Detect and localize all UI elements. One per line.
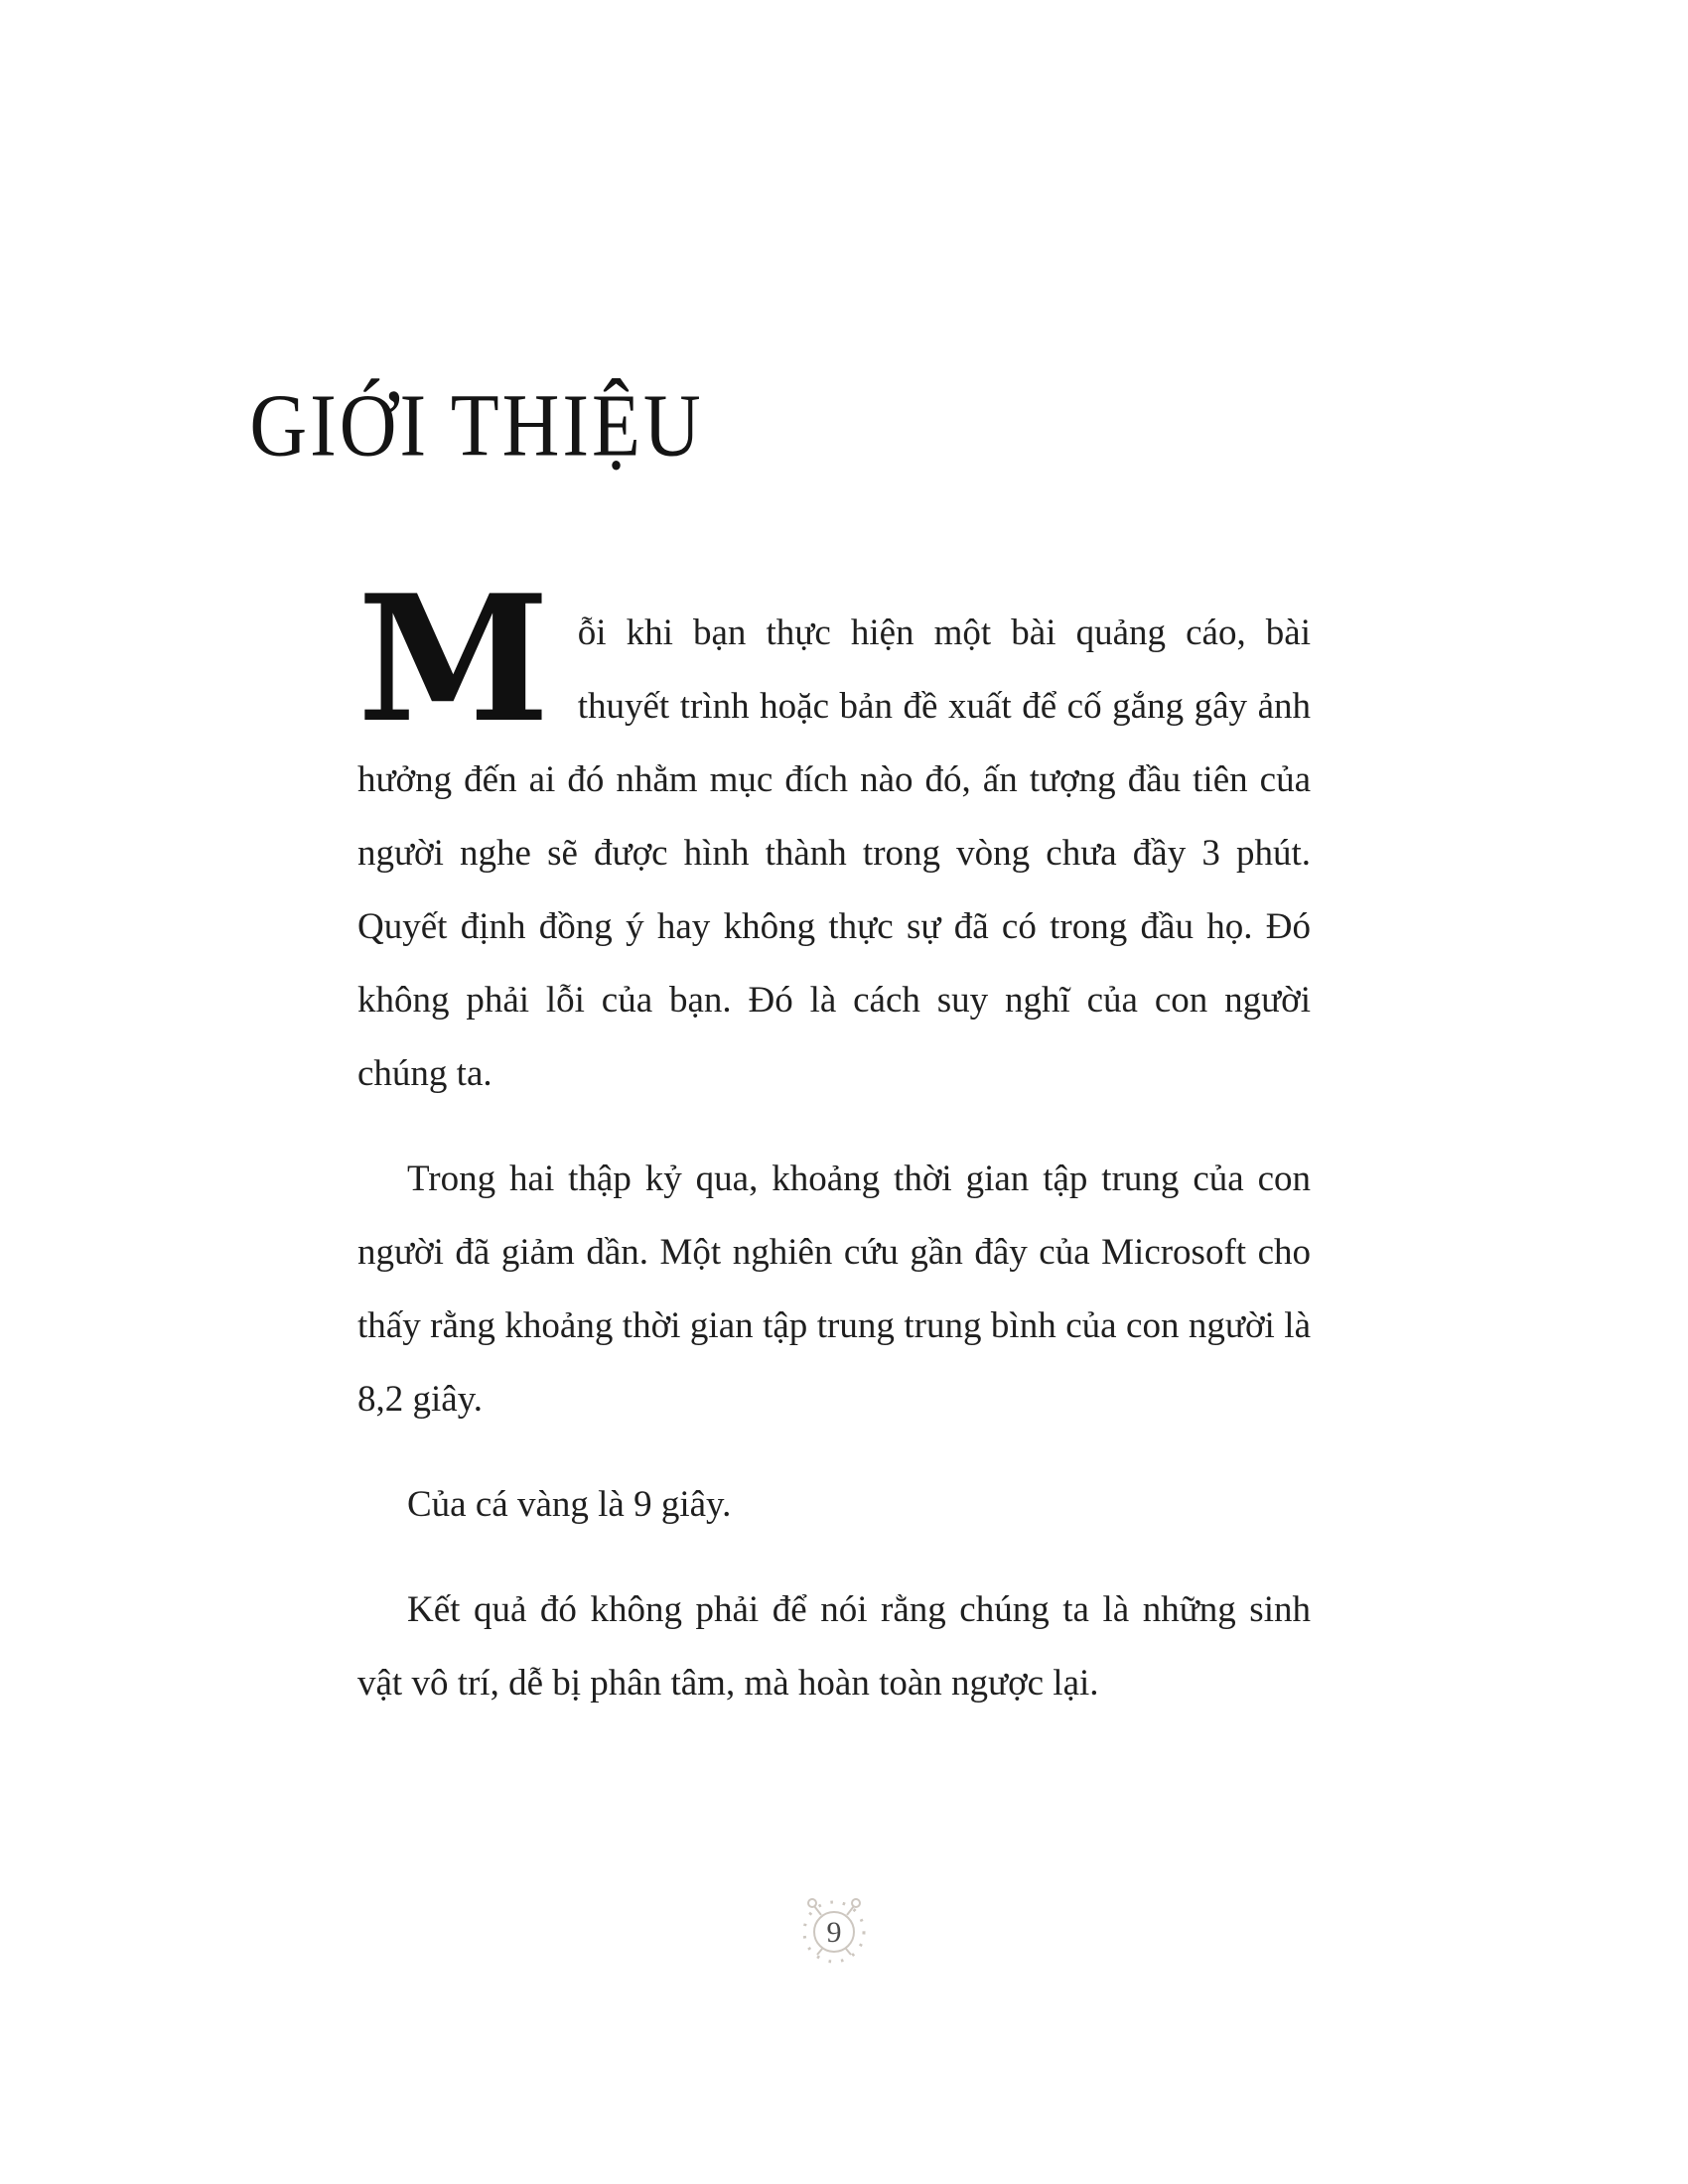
paragraph-2: Trong hai thập kỷ qua, khoảng thời gian tập trung của con người đã giảm dần. Một nghiên cứu gần đây của Microsoft cho thấy rằng khoảng thời gian tập trung trung bình của con người là 8,2 giây. <box>357 1159 1311 1420</box>
paragraph-4: Kết quả đó không phải để nói rằng chúng ta là những sinh vật vô trí, dễ bị phân tâm, mà hoàn toàn ngược lại. <box>357 1589 1311 1704</box>
chapter-title-text: GIỚI THIỆU <box>249 377 704 476</box>
chapter-title <box>0 0 953 478</box>
paragraph-1 <box>357 558 1311 1111</box>
alarm-clock-ornament-icon <box>792 1884 876 1977</box>
paragraph-1-text: ỗi khi bạn thực hiện một bài quảng cáo, bài thuyết trình hoặc bản đề xuất để cố gắng gây ảnh hưởng đến ai đó nhằm mục đích nào đó, ấn tượng đầu tiên của người nghe sẽ được hình thành trong vòng chưa đầy 3 phút. Quyết định đồng ý hay không thực sự đã có trong đầu họ. Đó không phải lỗi của bạn. Đó là cách suy nghĩ của con người chúng ta. <box>357 613 1311 1094</box>
page-number: 9 <box>826 1916 842 1949</box>
page-footer <box>357 1884 1311 1977</box>
dropcap-letter: M <box>357 558 550 761</box>
body-text <box>357 558 1311 1720</box>
paragraph-3: Của cá vàng là 9 giây. <box>407 1484 732 1525</box>
